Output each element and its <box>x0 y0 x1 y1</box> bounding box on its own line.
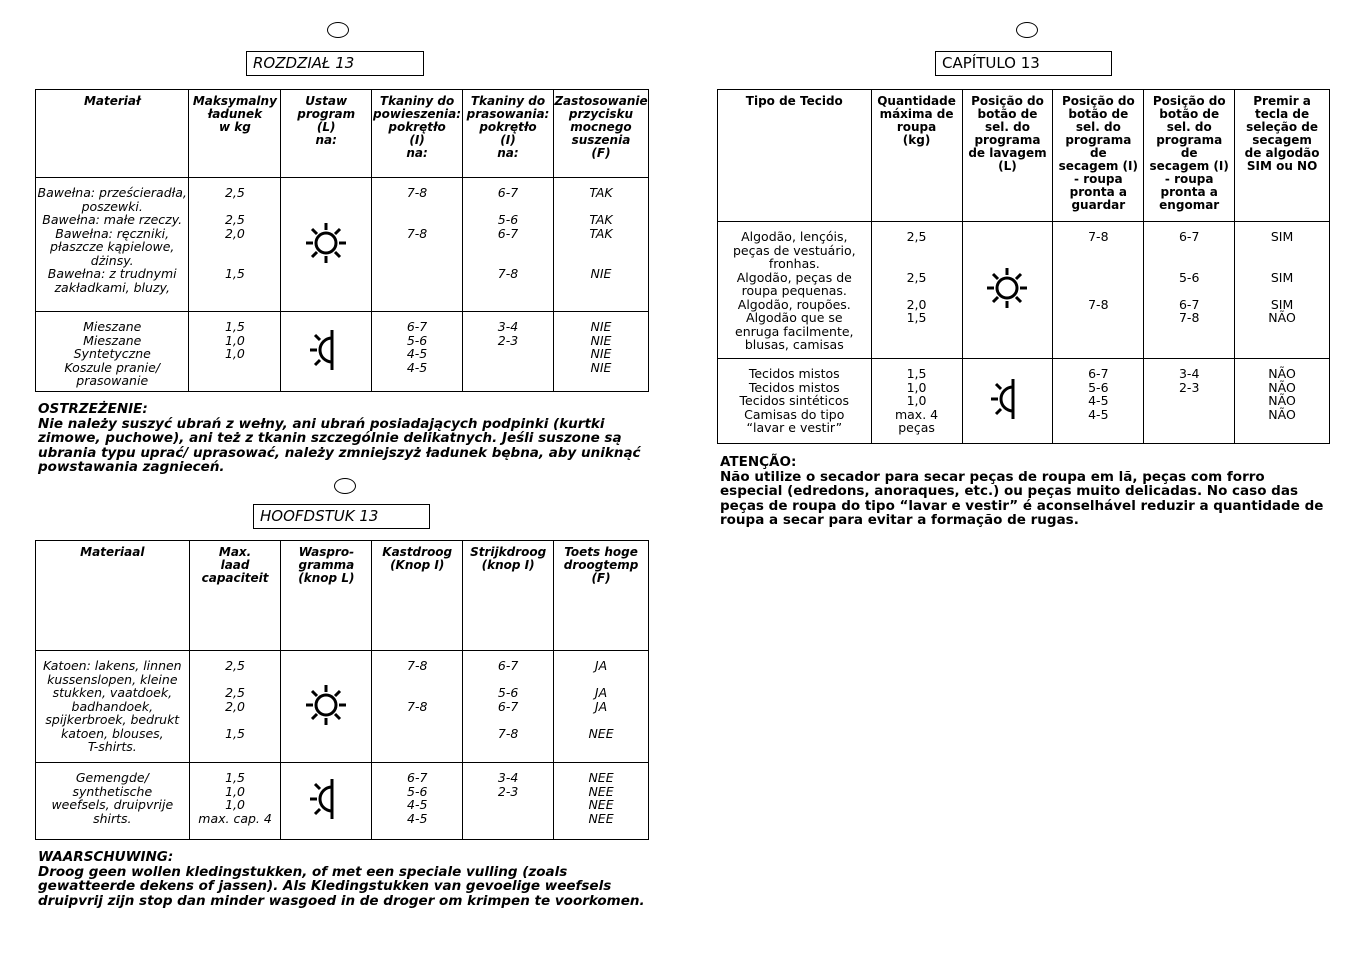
drying-table-portuguese <box>717 89 1330 444</box>
cell-program-symbol <box>281 178 372 312</box>
chapter-title-polish: ROZDZIAŁ 13 <box>246 51 424 76</box>
half-sun-icon <box>987 375 1027 423</box>
header-max-load: Quantidade máxima de roupa (kg) <box>871 90 962 222</box>
cell-button: TAK TAK TAK NIE <box>553 178 648 312</box>
warning-title: OSTRZEŻENIE: <box>38 401 148 417</box>
cell-hang: 7-8 7-8 <box>372 178 463 312</box>
cell-button: NIE NIE NIE NIE <box>553 312 648 392</box>
header-material: Materiał <box>36 90 189 178</box>
language-flag-oval <box>1016 22 1038 38</box>
header-max-load: Max. laad capaciteit <box>189 541 281 651</box>
language-flag-oval <box>334 478 356 494</box>
cell-hang: 7-8 7-8 <box>372 651 463 763</box>
header-high-temp: Premir a tecla de seleção de secagem de algodão SIM ou NO <box>1235 90 1330 222</box>
header-max-load: Maksymalny ładunek w kg <box>189 90 281 178</box>
header-iron-dry: Strijkdroog (knop I) <box>463 541 554 651</box>
sun-icon <box>985 266 1029 310</box>
sun-icon <box>304 683 348 727</box>
cell-load: 2,5 2,5 2,0 1,5 <box>189 178 281 312</box>
cell-program-symbol <box>281 651 372 763</box>
cell-iron: 3-4 2-3 <box>1144 359 1235 444</box>
header-high-temp: Zastosowanie przycisku mocnego suszenia (F) <box>553 90 648 178</box>
drying-table-dutch <box>35 540 649 840</box>
warning-portuguese <box>720 455 1330 528</box>
chapter-title-dutch: HOOFDSTUK 13 <box>253 504 430 529</box>
cell-load: 2,5 2,5 2,0 1,5 <box>189 651 281 763</box>
cell-iron: 3-4 2-3 <box>463 312 554 392</box>
cell-hang: 6-7 5-6 4-5 4-5 <box>1053 359 1144 444</box>
header-material: Tipo de Tecido <box>718 90 872 222</box>
header-hang-dry: Tkaniny do powieszenia: pokrętło (I) na: <box>372 90 463 178</box>
header-iron-dry: Tkaniny do prasowania: pokrętło (I) na: <box>463 90 554 178</box>
sun-icon <box>304 221 348 265</box>
chapter-title-portuguese: CAPÍTULO 13 <box>935 51 1112 76</box>
cell-iron: 6-7 5-6 6-7 7-8 <box>463 178 554 312</box>
warning-title: WAARSCHUWING: <box>38 849 174 865</box>
cell-load: 1,5 1,0 1,0 max. 4 peças <box>871 359 962 444</box>
language-flag-oval <box>327 22 349 38</box>
warning-title: ATENÇÃO: <box>720 454 797 470</box>
warning-text: Droog geen wollen kledingstukken, of met een speciale vulling (zoals gewatteerde dekens of jassen). Als Kledingstukken van gevoelige weefsels druipvrij zijn stop dan minder wasgoed in de droger om krimpen te voorkomen. <box>38 863 645 909</box>
cell-button: NEE NEE NEE NEE <box>554 763 649 840</box>
warning-polish <box>38 402 653 475</box>
header-material: Materiaal <box>36 541 190 651</box>
cell-material: Bawełna: prześcieradła, poszewki. Bawełna: małe rzeczy. Bawełna: ręczniki, płaszcze kąpielowe, dżinsy. Bawełna: z trudnymi zakładkami, bluzy, <box>36 178 189 312</box>
header-program: Waspro- gramma (knop L) <box>281 541 372 651</box>
half-sun-icon <box>306 326 346 374</box>
cell-load: 1,5 1,0 1,0 <box>189 312 281 392</box>
cell-button: NÃO NÃO NÃO NÃO <box>1235 359 1330 444</box>
header-hang-dry: Kastdroog (Knop I) <box>372 541 463 651</box>
cell-hang: 6-7 5-6 4-5 4-5 <box>372 312 463 392</box>
cell-program-symbol <box>281 312 372 392</box>
cell-load: 2,5 2,5 2,0 1,5 <box>871 222 962 359</box>
cell-hang: 6-7 5-6 4-5 4-5 <box>372 763 463 840</box>
cell-program-symbol <box>962 359 1053 444</box>
cell-button: SIM SIM SIM NÃO <box>1235 222 1330 359</box>
header-iron-dry: Posição do botão de sel. do programa de secagem (I) - roupa pronta a engomar <box>1144 90 1235 222</box>
cell-iron: 6-7 5-6 6-7 7-8 <box>463 651 554 763</box>
cell-material: Gemengde/ synthetische weefsels, druipvrije shirts. <box>36 763 190 840</box>
header-program: Posição do botão de sel. do programa de lavagem (L) <box>962 90 1053 222</box>
header-hang-dry: Posição do botão de sel. do programa de secagem (I) - roupa pronta a guardar <box>1053 90 1144 222</box>
cell-iron: 3-4 2-3 <box>463 763 554 840</box>
cell-material: Katoen: lakens, linnen kussenslopen, kleine stukken, vaatdoek, badhandoek, spijkerbroek, bedrukt katoen, blouses, T-shirts. <box>36 651 190 763</box>
warning-dutch <box>38 850 653 908</box>
header-high-temp: Toets hoge droogtemp (F) <box>554 541 649 651</box>
warning-text: Nie należy suszyć ubrań z wełny, ani ubrań posiadających podpinki (kurtki zimowe, puchowe), ani też z tkanin szczególnie delikatnych. Jeśli suszone są ubrania typu uprać/ uprasować, należy zmniejszyż ładunek bębna, aby uniknąć powstawania zagnieceń. <box>38 415 641 475</box>
cell-program-symbol <box>962 222 1053 359</box>
cell-load: 1,5 1,0 1,0 max. cap. 4 <box>189 763 281 840</box>
cell-material: Algodão, lençóis, peças de vestuário, fronhas. Algodão, peças de roupa pequenas. Algodão, roupões. Algodão que se enruga facilmente, blusas, camisas <box>718 222 872 359</box>
drying-table-polish <box>35 89 649 392</box>
cell-iron: 6-7 5-6 6-7 7-8 <box>1144 222 1235 359</box>
cell-program-symbol <box>281 763 372 840</box>
cell-material: Mieszane Mieszane Syntetyczne Koszule pranie/ prasowanie <box>36 312 189 392</box>
cell-hang: 7-8 7-8 <box>1053 222 1144 359</box>
header-program: Ustaw program (L) na: <box>281 90 372 178</box>
cell-button: JA JA JA NEE <box>554 651 649 763</box>
cell-material: Tecidos mistos Tecidos mistos Tecidos sintéticos Camisas do tipo “lavar e vestir” <box>718 359 872 444</box>
warning-text: Não utilize o secador para secar peças de roupa em lã, peças com forro especial (edredons, anoraques, etc.) ou peças muito delicadas. No caso das peças de roupa do tipo “lavar e vestir” é aconselhável reduzir a quantidade de roupa a secar para evitar a formação de rugas. <box>720 468 1324 528</box>
half-sun-icon <box>306 775 346 823</box>
